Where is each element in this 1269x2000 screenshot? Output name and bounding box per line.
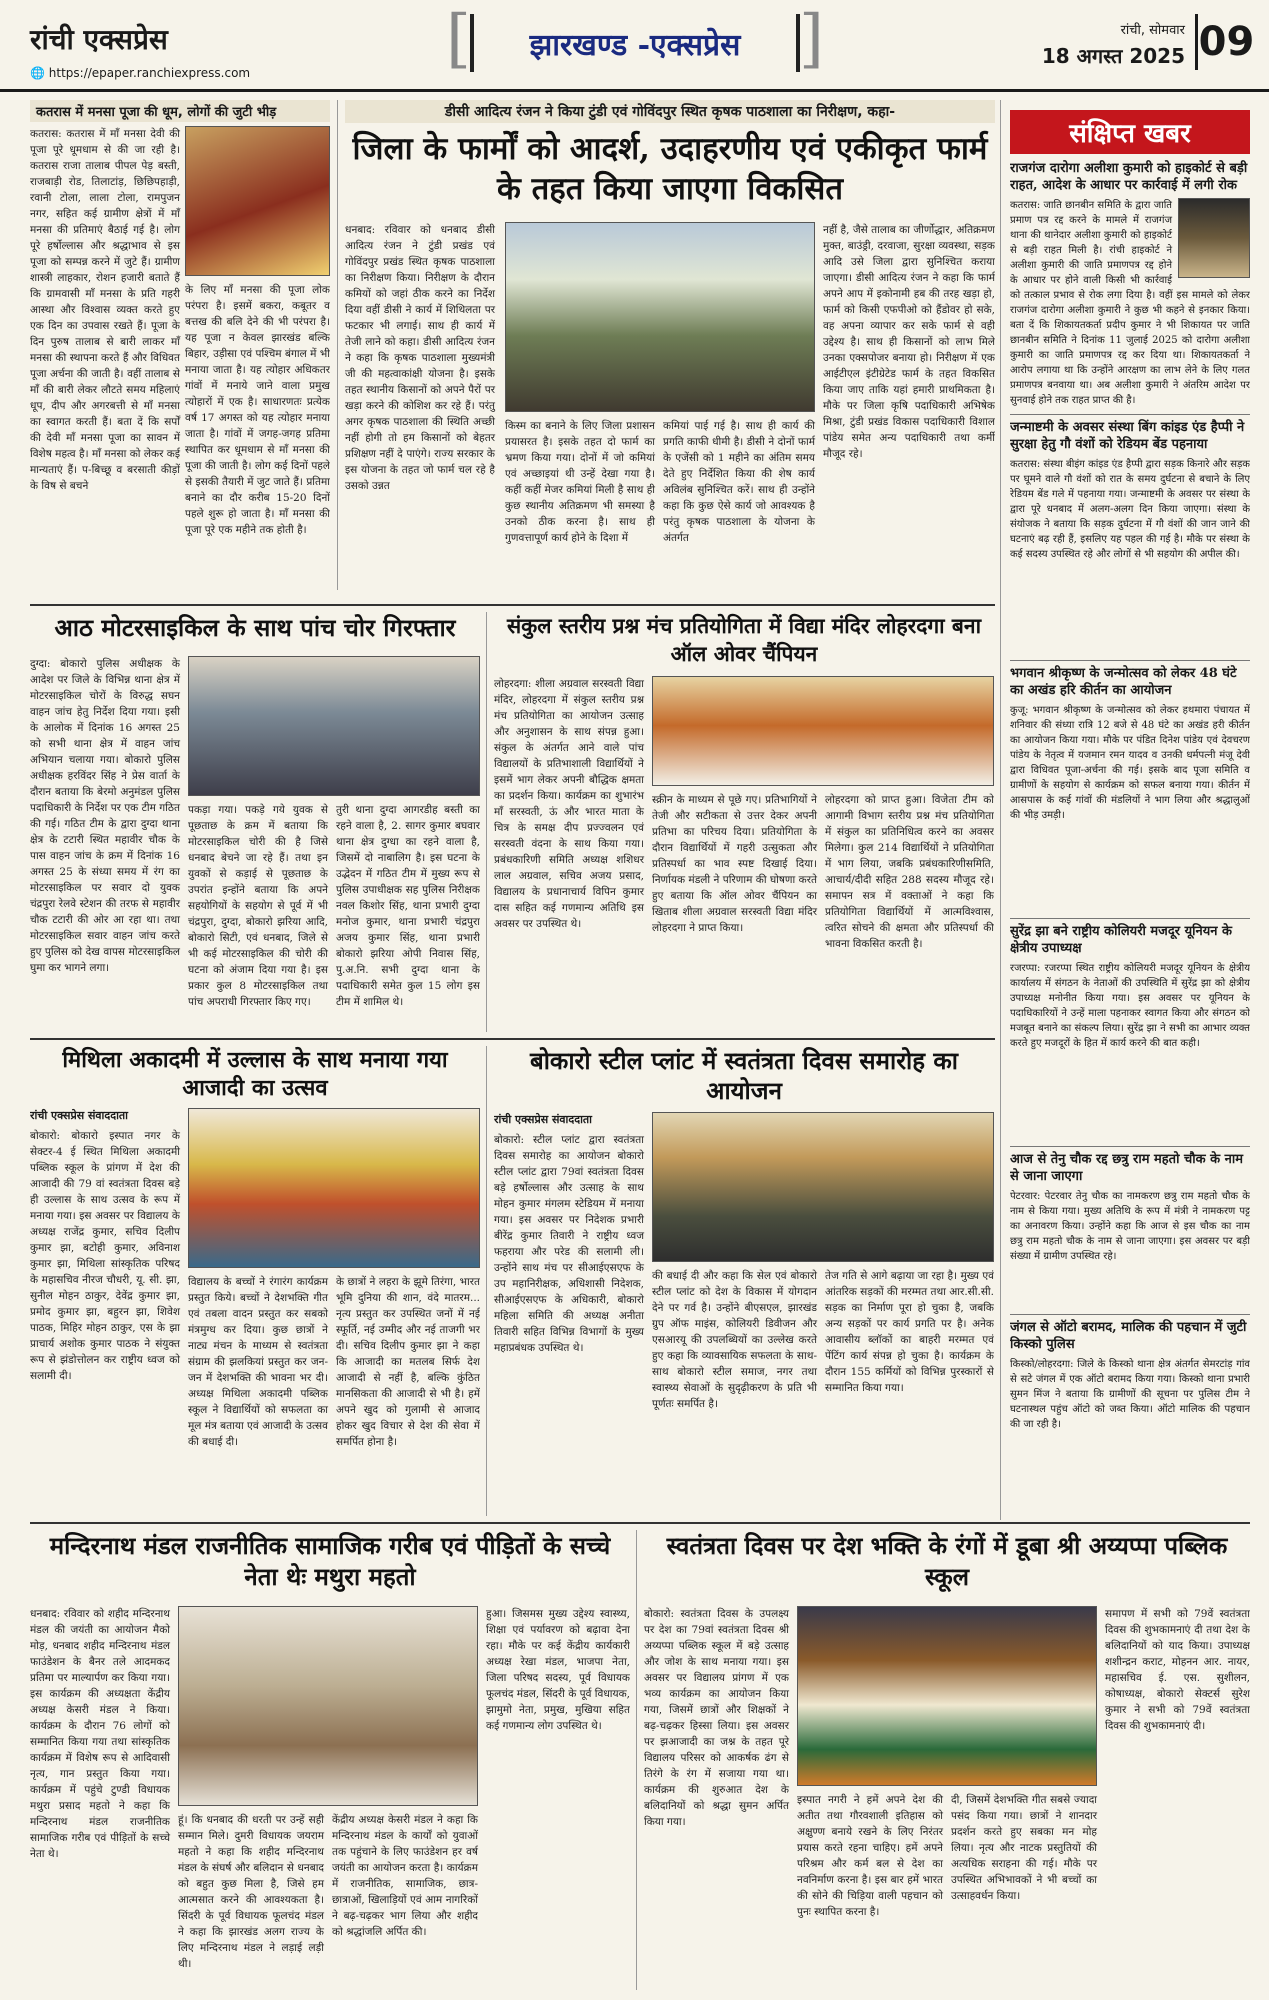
- lead-body-col4: नहीं है, जैसे तालाब का जीर्णोद्धार, अतिक्रमण मुक्त, बाउंड्री, दरवाजा, सुरक्षा व्यवस्था, सड़क आदि उसे जिला द्वारा सुनिश्चित कराया जाएगा। डीसी आदित्य रंजन ने कहा कि फार्म अपने आप में इकोनामी हब की तरह खड़ा हो, फार्म को किसी एफपीओ को हैंडोवर हो सके, वह अपना व्यापार कर सके फार्म से वही उद्देश्य है। साथ ही किसानों को लाभ मिले उनका एक्सपोजर बनाया हो। निरीक्षण में एक आईटीएल इंटीग्रेटेड फार्म के तहत विकसित किया जाए ताकि यहां हमारी प्राथमिकता है। मौके पर जिला कृषि पदाधिकारी अभिषेक मिश्रा, टुंडी प्रखंड विकास पदाधिकारी विशाल पांडेय समेत अन्य पदाधिकारी तथा कर्मी मौजूद रहे।: [823, 224, 995, 460]
- page-number: 09: [1195, 14, 1255, 70]
- mithila-headline: मिथिला अकादमी में उल्लास के साथ मनाया गया आजादी का उत्सव: [62, 1047, 448, 1101]
- bokaro-body-col2: की बधाई दी और कहा कि सेल एवं बोकारो स्टील प्लांट को देश के विकास में योगदान देने पर गर्व है। उन्होंने बीएसएल, झारखंड ग्रुप ऑफ माइंस, कोलियरी डिवीजन और एसआरयू की उपलब्धियों का उल्लेख करते हुए कहा कि व्यावसायिक सफलता के साथ-साथ बोकारो स्टील समाज, नगर तथा स्वास्थ्य सेवाओं के सुदृढ़ीकरण के प्रति भी पूर्णतः समर्पित है।: [652, 1270, 817, 1410]
- mathura-body-col4: हुआ। जिसमस मुख्य उद्देश्य स्वास्थ्य, शिक्षा एवं पर्यावरण को बढ़ावा देना रहा। मौके पर कई केंद्रीय कार्यकारी अध्यक्ष रेखा मंडल, भाजपा नेता, जिला परिषद सदस्य, पूर्व विधायक फूलचंद मंडल, सिंदरी के पूर्व विधायक, झामुमो नेता, प्रमुख, मुखिया सहित कई गणमान्य लोग उपस्थित थे।: [486, 1608, 630, 1732]
- memorial-photo: [178, 1606, 478, 1806]
- brief-item: [1010, 414, 1250, 652]
- section-divider: [30, 1038, 995, 1040]
- motorcycle-headline: आठ मोटरसाइकिल के साथ पांच चोर गिरफ्तार: [54, 613, 456, 642]
- mithila-story: [30, 1046, 480, 1516]
- masthead: [0, 0, 1269, 92]
- mansa-body-col1: कतरास: कतरास में माँ मनसा देवी की पूजा पूरे धूमधाम से की जा रही है। कतरास राजा तालाब पीपल पेड़ बस्ती, राजबाड़ी रोड, तिलाटांड़, छिछिपहाड़ी, रवानी टोला, लाला टोला, रामपुजन नगर, सहित कई ग्रामीण क्षेत्रों में माँ मनसा की प्रतिमाएं बैठाई गई है। लोग पूरे हर्षोल्लास और श्रद्धाभाव से इस पूजा को सम्पन्न करने में जुटे हैं। ग्रामीण शास्त्री लाहकार, रोशन हजारी बताते हैं कि ग्रामवासी माँ मनसा के प्रति गहरी आस्था और विश्वास व्यक्त करते हुए एक दिन का उपवास रखते हैं। पूजा के दिन पुरुष तालाब से बारी लाकर माँ मनसा की स्थापना करते हैं और विधिवत पूजा अर्चना की जाती है। वहीं तालाब से माँ की बारी लेकर लौटते समय महिलाएं धूप, दीप और अगरबत्ती से माँ मनसा का स्वागत करती हैं। बता दें कि सर्पों की देवी माँ मनसा पूजा का सावन में विशेष महत्व है। माँ मनसा को लेकर कई मान्यताएं हैं। प-बिच्छू व बरसाती कीड़ों के विष से बचने: [30, 128, 180, 492]
- brief-item: [1010, 160, 1250, 406]
- brief-text: पेटरवार: पेटरवार तेनु चौक का नामकरण छत्रु राम महतो चौक के नाम से किया गया। मुख्य अतिथि के रूप में मंत्री ने नामकरण पट्ट का अनावरण किया। उन्होंने कहा कि आज से इस चौक का नाम छत्रु राम महतो चौक के नाम से जाना जाएगा। इस अवसर पर बड़ी संख्या में ग्रामीण उपस्थित रहे।: [1010, 1191, 1250, 1262]
- mathura-body-col2: हूं। कि धनबाद की धरती पर उन्हें सही सम्मान मिले। दुमरी विधायक जयराम महतो ने कहा कि शहीद मन्दिरनाथ मंडल के संघर्ष और बलिदान से धनबाद को बहुत कुछ मिला है, जिसे हम आत्मसात करने की आवश्यकता है। सिंदरी के पूर्व विधायक फूलचंद मंडल ने कहा कि झारखंड अलग राज्य के लिए मन्दिरनाथ मंडल ने लड़ाई लड़ी थी।: [178, 1814, 324, 1970]
- mansa-idol-photo: [185, 126, 330, 276]
- quiz-winners-photo: [652, 676, 994, 786]
- mathura-body-col3: केंद्रीय अध्यक्ष केसरी मंडल ने कहा कि मन्दिरनाथ मंडल के कार्यों को युवाओं तक पहुंचाने के लिए फाउंडेशन हर वर्ष जयंती का आयोजन करता है। कार्यक्रम में राजनीतिक, सामाजिक, छात्र-छात्राओं, खिलाड़ियों एवं आम नागरिकों ने बढ़-चढ़कर भाग लिया और शहीद को श्रद्धांजलि अर्पित की।: [332, 1814, 478, 1938]
- globe-icon: 🌐: [30, 66, 45, 80]
- briefs-title: संक्षिप्त खबर: [1010, 110, 1250, 154]
- brief-item: [1010, 1314, 1250, 1484]
- mathura-body-col1: धनबाद: रविवार को शहीद मन्दिरनाथ मंडल की जयंती का आयोजन मैको मोड़, धनबाद शहीद मन्दिरनाथ मंडल फाउंडेशन के बैनर तले आदमकद प्रतिमा पर माल्यार्पण कर किया गया। इस कार्यक्रम की अध्यक्षता केंद्रीय अध्यक्ष केसरी मंडल ने किया। कार्यक्रम के दौरान 76 लोगों को सम्मानित किया गया तथा सांस्कृतिक कार्यक्रम में विशेष रूप से आदिवासी नृत्य, गान प्रस्तुत किया गया। कार्यक्रम में पहुंचे टुण्डी विधायक मथुरा प्रसाद महतो ने कहा कि मन्दिरनाथ मंडल राजनीतिक सामाजिक गरीब एवं पीड़ितों के सच्चे नेता थे।: [30, 1608, 170, 1860]
- lead-body-col1: धनबाद: रविवार को धनबाद डीसी आदित्य रंजन ने टुंडी प्रखंड एवं गोविंदपुर प्रखंड स्थित कृषक पाठशाला का निरीक्षण किया। निरीक्षण के दौरान कमियों को जहां ठीक करने का निर्देश दिया वहीं डीसी ने कार्य में शिथिलता पर फटकार भी लगाई। साथ ही कार्य में तेजी लाने को कहा। डीसी आदित्य रंजन ने कहा कि कृषक पाठशाला मुख्यमंत्री जी की महत्वाकांक्षी योजना है। इसके तहत स्थानीय किसानों को अपने पैरों पर खड़ा करने की कोशिश कर रहे हैं। परंतु अगर कृषक पाठशाला की स्थिति अच्छी नहीं होगी तो हम किसानों को बेहतर प्रशिक्षण नहीं दे पाएंगे। राज्य सरकार के इस योजना के तहत जो फार्म चल रहे है उसको उन्नत: [345, 224, 495, 492]
- epaper-url[interactable]: [30, 66, 250, 80]
- mathura-headline: मन्दिरनाथ मंडल राजनीतिक सामाजिक गरीब एवं पीड़ितों के सच्चे नेता थेः मथुरा महतो: [49, 1531, 611, 1591]
- brief-headline: भगवान श्रीकृष्ण के जन्मोत्सव को लेकर 48 घंटे का अखंड हरि कीर्तन का आयोजन: [1010, 666, 1237, 698]
- motorcycle-body-col3: तुरी थाना दुग्दा आगरडीह बस्ती का रहने वाला है, 2. सागर कुमार बघवार थाना क्षेत्र दुग्धा का रहने वाला है, जिसमें दो नाबालिग है। इस घटना के उद्भेदन में गठित टीम में मुख्य रूप से पुलिस उपाधीक्षक सह पुलिस निरीक्षक नवल किशोर सिंह, थाना प्रभारी दुग्दा मनोज कुमार, थाना प्रभारी चंद्रपुरा अजय कुमार सिंह, थाना प्रभारी बोकारो झरिया ओपी निवास सिंह, पु.अ.नि. सभी दुग्दा थाना के पदाधिकारी समेत कुल 15 लोग इस टीम में शामिल थे।: [336, 804, 480, 1008]
- ayyappa-headline: स्वतंत्रता दिवस पर देश भक्ति के रंगों में डूबा श्री अय्यप्पा पब्लिक स्कूल: [666, 1531, 1228, 1591]
- lead-story: [345, 100, 995, 600]
- quiz-body-col2: स्क्रीन के माध्यम से पूछे गए। प्रतिभागियों ने तेजी और सटीकता से उत्तर देकर अपनी प्रतिभा का परिचय दिया। प्रतियोगिता के दौरान विद्यार्थियों में गहरी उत्सुकता और प्रतिस्पर्धा का भाव स्पष्ट दिखाई दिया। निर्णायक मंडली ने परिणाम की घोषणा करते हुए बताया कि ऑल ओवर चैंपियन का खिताब शीला अग्रवाल सरस्वती विद्या मंदिर लोहरदगा ने प्राप्त किया।: [652, 794, 817, 934]
- brief-headline: सुरेंद्र झा बने राष्ट्रीय कोलियरी मजदूर यूनियन के क्षेत्रीय उपाध्यक्ष: [1010, 924, 1232, 956]
- column-rule: [337, 100, 338, 590]
- ayyappa-body-col1: बोकारो: स्वतंत्रता दिवस के उपलक्ष्य पर देश का 79वां स्वतंत्रता दिवस श्री अय्यप्पा पब्लिक स्कूल में बड़े उत्साह और जोश के साथ मनाया गया। इस अवसर पर विद्यालय प्रांगण में एक भव्य कार्यक्रम का आयोजन किया गया, जिसमें छात्रों और शिक्षकों ने बढ़-चढ़कर हिस्सा लिया। इस अवसर पर झआजादी का जश्न के तहत पूरे विद्यालय परिसर को आकर्षक ढंग से तिरंगे के रंग में सजाया गया था। कार्यक्रम की शुरुआत देश के बलिदानियों को श्रद्धा सुमन अर्पित किया गया।: [644, 1608, 789, 1828]
- lead-body-col3: कमियां पाई गई है। साथ ही कार्य की प्रगति काफी धीमी है। डीसी ने दोनों फार्म के एजेंसी को 1 महीने का अंतिम समय देते हुए निर्देशित किया की शेष कार्य अविलंब सुनिश्चित करें। साथ ही उन्होंने कहा कि कुछ ऐसे कार्य जो आवश्यक है परंतु कृषक पाठशाला के योजना के अंतर्गत: [663, 420, 815, 544]
- officer-photo: [1178, 198, 1250, 278]
- bokaro-body-col3: तेज गति से आगे बढ़ाया जा रहा है। मुख्य एवं आंतरिक सड़कों की मरम्मत तथा आर.सी.सी. सड़क का निर्माण पूरा हो चुका है, जबकि अन्य सड़कों पर कार्य प्रगति पर है। अनेक आवासीय ब्लॉकों का बाहरी मरम्मत एवं पेंटिंग कार्य संपन्न हो चुका है। कार्यक्रम के दौरान 155 कर्मियों को विभिन्न पुरस्कारों से सम्मानित किया गया।: [825, 1270, 994, 1394]
- column-rule-right: [1000, 100, 1001, 1520]
- bokaro-steel-story: [494, 1046, 994, 1516]
- paper-logo: रांची एक्सप्रेस: [30, 23, 168, 56]
- mithila-body-col1: बोकारो: बोकारो इस्पात नगर के सेक्टर-4 ई स्थित मिथिला अकादमी पब्लिक स्कूल के प्रांगण में देश की आजादी की 79 वां स्वतंत्रता दिवस बड़े ही उल्लास के साथ उत्सव के रूप में मनाया गया। इस अवसर पर विद्यालय के अध्यक्ष राजेंद्र कुमार, सचिव दिलीप कुमार झा, बटोही कुमार, अविनाश कुमार झा, मिथिला सांस्कृतिक परिषद के महासचिव नीरज चौधरी, यू. सी. झा, सुनील मोहन ठाकुर, देवेंद्र कुमार झा, प्रमोद कुमार झा, बहुरन झा, शिवेश पाठक, मिहिर मोहन ठाकुर, एस के झा प्राचार्य अशोक कुमार पाठक ने संयुक्त रूप से झंडोत्तोलन कर राष्ट्रीय ध्वज को सलामी दी।: [30, 1130, 180, 1382]
- mithila-body-col2: विद्यालय के बच्चों ने रंगारंग कार्यक्रम प्रस्तुत किये। बच्चों ने देशभक्ति गीत एवं तबला वादन प्रस्तुत कर सबको मंत्रमुग्ध कर दिया। कुछ छात्रों ने नाट्य मंचन के माध्यम से स्वतंत्रता संग्राम की झलकियां प्रस्तुत कर जन-जन में देशभक्ति की भावना भर दी। अध्यक्ष मिथिला अकादमी पब्लिक स्कूल ने विद्यार्थियों को सफलता का मूल मंत्र बताया एवं आजादी के उत्सव की बधाई दी।: [188, 1276, 328, 1448]
- lead-headline: जिला के फार्मों को आदर्श, उदाहरणीय एवं एकीकृत फार्म के तहत किया जाएगा विकसित: [352, 131, 988, 207]
- quiz-headline: संकुल स्तरीय प्रश्न मंच प्रतियोगिता में विद्या मंदिर लोहरदगा बना ऑल ओवर चैंपियन: [506, 613, 982, 666]
- motorcycle-body-col2: पकड़ा गया। पकड़े गये युवक से पूछताछ के क्रम में बताया कि मोटरसाइकिल चोरी की है जिसे धनबाद बेचने जा रहे हैं। तथा इन युवकों से कड़ाई से पूछताछ के उपरांत इन्होंने बताया कि अपने सहयोगियों के सहयोग से पूर्व में भी चंद्रपुरा, दुग्दा, बोकारो झरिया आदि, बोकारो सिटी, एवं धनबाद, जिले से भी कई मोटरसाइकिल की चोरी की घटना को अंजाम दिया गया है। इस प्रकार कुल 8 मोटरसाइकिल तथा पांच अपराधी गिरफ्तार किए गए।: [188, 804, 328, 1008]
- brief-text: रजरप्पा: रजरप्पा स्थित राष्ट्रीय कोलियरी मजदूर यूनियन के क्षेत्रीय कार्यालय में संगठन के नेताओं की उपस्थिति में सुरेंद्र झा को क्षेत्रीय उपाध्यक्ष मनोनीत किया गया। इस अवसर पर यूनियन के पदाधिकारियों ने उन्हें माला पहनाकर स्वागत किया और संगठन को मजबूत बनाने का संकल्प लिया। सुरेंद्र झा ने सभी का आभार व्यक्त करते हुए मजदूरों के हित में कार्य करने की बात कही।: [1010, 963, 1250, 1049]
- brief-text: कतरास: जाति छानबीन समिति के द्वारा जाति प्रमाण पत्र रद्द करने के मामले में राजगंज थाना की थानेदार अलीशा कुमारी को हाइकोर्ट से बड़ी राहत मिली है। रांची हाइकोर्ट ने अलीशा कुमारी की जाति प्रमाणपत्र रद्द होने के आधार पर होने वाली किसी भी कार्रवाई को तत्काल प्रभाव से रोक लगा दिया है। वहीं इस मामले को लेकर राजगंज दारोगा अलीशा कुमारी ने कुछ भी कहने से इनकार किया। बता दें कि शिकायतकर्ता प्रदीप कुमार ने भी शिकायत पर जाति छानबीन समिति ने दिनांक 11 जुलाई 2025 को दारोगा अलीशा कुमारी का जाति प्रमाणपत्र रद्द कर दिया था। शिकायतकर्ता ने आरोप लगाया था कि उन्होंने आरक्षण का लाभ लेने के लिए गलत प्रमाणपत्र बनवाया था। अब अलीशा कुमारी ने अंतरिम आदेश पर सुनवाई होने तक राहत प्राप्त की है।: [1010, 200, 1250, 406]
- motorcycle-story: [30, 612, 480, 1032]
- brief-headline: आज से तेनु चौक रद्द छत्रु राम महतो चौक के नाम से जाना जाएगा: [1010, 1152, 1243, 1184]
- quiz-story: [494, 612, 994, 1032]
- section-divider: [30, 1522, 1250, 1524]
- section-title: [ झारखण्ड -एक्सप्रेस ]: [470, 14, 800, 72]
- date-block: [1042, 20, 1185, 69]
- dc-inspection-photo: [505, 222, 815, 412]
- date-text: 18 अगस्त 2025: [1041, 44, 1185, 68]
- section-divider: [30, 604, 995, 606]
- column-rule: [636, 1530, 637, 1990]
- mithila-byline: रांची एक्सप्रेस संवाददाता: [30, 1109, 129, 1122]
- bokaro-headline: बोकारो स्टील प्लांट में स्वतंत्रता दिवस समारोह का आयोजन: [529, 1046, 958, 1105]
- motorcycle-body-col1: दुग्दा: बोकारो पुलिस अधीक्षक के आदेश पर जिले के विभिन्न थाना क्षेत्र में मोटरसाइकिल चोरों के विरुद्ध सघन वाहन जांच हेतु निर्देश दिया गया। इसी के आलोक में दिनांक 16 अगस्त 25 को सभी थाना क्षेत्र में वाहन जांच अभियान चलाया गया। बोकारो पुलिस अधीक्षक हरविंदर सिंह ने प्रेस वार्ता के दौरान बताया कि बेरमो अनुमंडल पुलिस पदाधिकारी के निर्देश पर एक टीम गठित की गई। गठित टीम के द्वारा दुग्दा थाना क्षेत्र के टटारी स्थित महावीर चौक के पास वाहन जांच के क्रम में दिनांक 16 अगस्त 25 के संध्या समय में रंग का मोटरसाइकिल पर सवार दो युवक चंद्रपुरा रेलवे स्टेशन की तरफ से महावीर चौक टटारी की ओर आ रहा था। तथा मोटरसाइकिल सवार वाहन जांच करते हुए पुलिस को देख वापस मोटरसाइकिल घुमा कर भागने लगा।: [30, 658, 180, 974]
- mithila-body-col3: के छात्रों ने लहरा के झूमे तिरंगा, भारत भूमि दुनिया की शान, वंदे मातरम... नृत्य प्रस्तुत कर उपस्थित जनों में नई स्फूर्ति, नई उम्मीद और नई ताजगी भर दी। सचिव दिलीप कुमार झा ने कहा कि आजादी का मतलब सिर्फ देश आजादी से नहीं है, बल्कि कुंठित मानसिकता की आजादी से भी है। हमें अपने खुद को गुलामी से आजाद होकर खुद विचार से देश की सेवा में समर्पित होना है।: [336, 1276, 480, 1448]
- brief-headline: जंगल से ऑटो बरामद, मालिक की पहचान में जुटी किस्को पुलिस: [1010, 1320, 1247, 1352]
- brief-item: [1010, 1146, 1250, 1306]
- brief-text: कुजू: भगवान श्रीकृष्ण के जन्मोत्सव को लेकर हथमारा पंचायत में शनिवार की संध्या रात्रि 12 बजे से 48 घंटे का अखंड हरी कीर्तन का आयोजन किया गया। मौके पर पंडित दिनेश पांडेय एवं देवचरण पांडेय के नेतृत्व में यजमान रमन यादव व उनकी धर्मपत्नी मंजू देवी द्वारा विधिवत पूजा-अर्चना की गई। इसके बाद पूजा समिति व ग्रामीणों के सहयोग से कार्यक्रम को सफल बनाया गया। कीर्तन में आसपास के कई गांवों की मंडलियों ने भाग लिया और श्रद्धालुओं की भीड़ उमड़ी।: [1010, 705, 1250, 821]
- brief-item: [1010, 660, 1250, 910]
- brief-text: कतरास: संस्था बीइंग कांइड एंड हैप्पी द्वारा सड़क किनारे और सड़क पर घूमने वाले गौ वंशों को रात के समय दुर्घटना से बचाने के लिए रेडियम बेंड गले में पहनाया गया। जन्माष्टमी के अवसर पर संस्था के द्वारा पूरे धनबाद में अलग-अलग दिन किया जाएगा। संस्था के संयोजक ने बताया कि सड़क दुर्घटना में गौ वंशों की जान जाने की घटनाएं बढ़ रही हैं, इसलिए यह पहल की गई है। मौके पर संस्था के कई सदस्य उपस्थित रहे और लोगों से भी सहयोग की अपील की।: [1010, 459, 1250, 560]
- mansa-puja-story: [30, 100, 330, 600]
- brief-item: [1010, 918, 1250, 1138]
- url-text[interactable]: https://epaper.ranchiexpress.com: [48, 66, 251, 80]
- ayyappa-body-col2: इस्पात नगरी ने हमें अपने देश की अतीत तथा गौरवशाली इतिहास को अक्षुण्ण बनाये रखने के लिए निरंतर प्रयास करते रहना चाहिए। हमें अपने परिश्रम और कर्म बल से देश का नवनिर्माण करना है। इस बार हमें भारत की सोने की चिड़िया वाली पहचान को पुनः स्थापित करना है।: [797, 1794, 943, 1918]
- bokaro-byline: रांची एक्सप्रेस संवाददाता: [494, 1113, 593, 1126]
- quiz-body-col3: लोहरदगा को प्राप्त हुआ। विजेता टीम को आगामी विभाग स्तरीय प्रश्न मंच प्रतियोगिता में संकुल का प्रतिनिधित्व करने का अवसर मिलेगा। कुल 214 विद्यार्थियों ने प्रतियोगिता में भाग लिया, जबकि प्रबंधकारिणीसमिति, आचार्य/दीदी सहित 288 सदस्य मौजूद रहे। समापन सत्र में वक्ताओं ने कहा कि प्रतियोगिता विद्यार्थियों में आत्मविश्वास, त्वरित सोचने की क्षमता और प्रतिस्पर्धा की भावना विकसित करती है।: [825, 794, 994, 950]
- briefs-column: [1010, 160, 1250, 1520]
- column-rule: [486, 1046, 487, 1516]
- brief-headline: राजगंज दारोगा अलीशा कुमारी को हाइकोर्ट से बड़ी राहत, आदेश के आधार पर कार्रवाई में लगी रोक: [1010, 161, 1248, 193]
- children-performance-photo: [188, 1108, 480, 1268]
- column-rule: [486, 612, 487, 1032]
- mathura-mahto-story: [30, 1530, 630, 1990]
- brief-headline: जन्माष्टमी के अवसर संस्था बिंग कांइड एंड हैप्पी ने सुरक्षा हेतु गौ वंशों को रेडियम बेंड पहनाया: [1010, 420, 1245, 452]
- lead-kicker: डीसी आदित्य रंजन ने किया टुंडी एवं गोविंदपुर स्थित कृषक पाठशाला का निरीक्षण, कहा-: [345, 100, 995, 123]
- mansa-body-col2: के लिए माँ मनसा की पूजा लोक परंपरा है। इसमें बकरा, कबूतर व बत्तख की बलि देने की भी परंपरा है। यह पूजा न केवल झारखंड बल्कि बिहार, उड़ीसा एवं पश्चिम बंगाल में भी मनाया जाता है। यह त्योहार अधिकतर गांवों में मनाये जाने वाला प्रमुख त्योहारों में एक है। साधारणतः प्रत्येक वर्ष 17 अगस्त को यह त्योहार मनाया जाता है। गांवों में जगह-जगह प्रतिमा स्थापित कर धूमधाम से माँ मनसा की पूजा की जाती है। लोग कई दिनों पहले से इसकी तैयारी में जुट जाते हैं। प्रतिमा बनाने का दौर करीब 15-20 दिनों पहले शुरू हो जाता है। माँ मनसा की पूजा पूरे एक महीने तक होती है।: [185, 284, 330, 536]
- school-celebration-photo: [797, 1606, 1097, 1786]
- city-day: रांची, सोमवार: [1120, 23, 1185, 38]
- quiz-body-col1: लोहरदगा: शीला अग्रवाल सरस्वती विद्या मंदिर, लोहरदगा में संकुल स्तरीय प्रश्न मंच प्रतियोगिता का आयोजन उत्साह और अनुशासन के साथ संपन्न हुआ। संकुल के अंतर्गत आने वाले पांच विद्यालयों के प्रतिभाशाली विद्यार्थियों ने इसमें भाग लेकर अपनी बौद्धिक क्षमता का प्रदर्शन किया। कार्यक्रम का शुभारंभ माँ सरस्वती, ऊं और भारत माता के चित्र के समक्ष दीप प्रज्ज्वलन एवं सरस्वती वंदना के साथ किया गया। प्रबंधकारिणी समिति अध्यक्ष शशिधर लाल अग्रवाल, सचिव अजय प्रसाद, विद्यालय के प्रधानाचार्य विपिन कुमार दास सहित कई गणमान्य अतिथि इस अवसर पर उपस्थित थे।: [494, 678, 644, 930]
- ayyappa-body-col4: समापण में सभी को 79वें स्वतंत्रता दिवस की शुभकामनाएं दी तथा देश के बलिदानियों को याद किया। उपाध्यक्ष शशीन्द्रन कराट, मोहनन आर. नायर, महासचिव ई. एस. सुशीलन, कोषाध्यक्ष, बोकारो सेक्टर्स सुरेश कुमार ने सभी को 79वें स्वतंत्रता दिवस की शुभकामनाएं दी।: [1105, 1608, 1250, 1732]
- arrested-accused-photo: [188, 656, 480, 796]
- ayyappa-school-story: [644, 1530, 1250, 1990]
- bokaro-body-col1: बोकारो: स्टील प्लांट द्वारा स्वतंत्रता दिवस समारोह का आयोजन बोकारो स्टील प्लांट द्वारा 79वां स्वतंत्रता दिवस बड़े हर्षोल्लास और उत्साह के साथ मोहन कुमार मंगलम स्टेडियम में मनाया गया। इस अवसर पर निदेशक प्रभारी बीरेंद्र कुमार तिवारी ने राष्ट्रीय ध्वज फहराया और परेड की सलामी ली। उन्होंने साथ मंच पर सीआईएसएफ के उप महानिरीक्षक, अधिशासी निदेशक, सीआईएसएफ के अधिकारी, बोकारो महिला समिति की अध्यक्ष अनीता तिवारी सहित विभिन्न विभागों के मुख्य महाप्रबंधक उपस्थित थे।: [494, 1134, 644, 1354]
- flag-hoisting-photo: [652, 1112, 994, 1262]
- ayyappa-body-col3: दी, जिसमें देशभक्ति गीत सबसे ज्यादा पसंद किया गया। छात्रों ने शानदार प्रदर्शन करते हुए सबका मन मोह लिया। नृत्य और नाटक प्रस्तुतियों की अत्यधिक सराहना की गई। मौके पर उपस्थित अभिभावकों ने भी बच्चों का उत्साहवर्धन किया।: [951, 1794, 1097, 1902]
- mansa-headline: कतरास में मनसा पूजा की धूम, लोगों की जुटी भीड़: [30, 100, 330, 122]
- brief-text: किस्को/लोहरदगा: जिले के किस्को थाना क्षेत्र अंतर्गत सेमरटांड़ गांव से सटे जंगल में एक ऑटो बरामद किया गया। किस्को थाना प्रभारी सुमन मिंज ने बताया कि ग्रामीणों की सूचना पर पुलिस टीम ने घटनास्थल पहुंच ऑटो को जब्त किया। ऑटो मालिक की पहचान की जा रही है।: [1010, 1359, 1250, 1430]
- lead-body-col2: किस्म का बनाने के लिए जिला प्रशासन प्रयासरत है। इसके तहत दो फार्म का भ्रमण किया गया। दोनों में जो कमियां एवं अच्छाइयां थी उन्हें देखा गया है। कहीं कहीं मेजर कमियां मिली है साथ ही कुछ स्थानीय अतिक्रमण भी समस्या है उनको ठीक करना है। साथ ही गुणवत्तापूर्ण कार्य होने के दिशा में: [505, 420, 655, 544]
